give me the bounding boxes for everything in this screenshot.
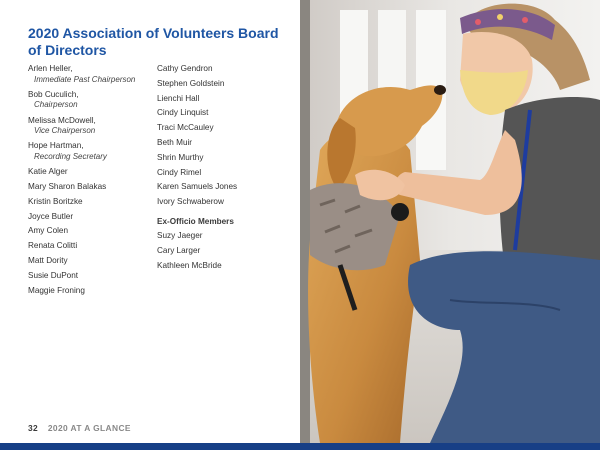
page-footer — [28, 423, 131, 433]
board-list-column-2 — [157, 64, 297, 276]
page-number: 32 — [28, 423, 39, 433]
member-name: Amy Colen — [28, 226, 69, 236]
member-name: Bob Cuculich, — [28, 89, 79, 99]
member-name: Stephen Goldstein — [157, 78, 225, 88]
member-name: Cary Larger — [157, 246, 201, 256]
headband-dot — [475, 19, 481, 25]
headband-dot — [522, 17, 528, 23]
bottom-brand-bar — [0, 443, 600, 450]
member-role: Vice Chairperson — [34, 126, 96, 136]
board-member — [28, 286, 153, 296]
member-name: Katie Alger — [28, 167, 68, 177]
board-member — [157, 197, 297, 207]
board-member — [157, 79, 297, 89]
member-name: Cindy Rimel — [157, 167, 202, 177]
board-member — [28, 116, 153, 137]
member-name: Beth Muir — [157, 137, 193, 147]
ex-officio-member — [157, 246, 297, 256]
board-member — [28, 182, 153, 192]
member-name: Susie DuPont — [28, 270, 79, 280]
left-edge-shadow — [300, 0, 310, 443]
headband-dot — [497, 14, 503, 20]
board-member — [28, 226, 153, 236]
member-name: Maggie Froning — [28, 285, 85, 295]
member-name: Cindy Linquist — [157, 108, 209, 118]
smartwatch — [391, 203, 409, 221]
board-member — [28, 141, 153, 162]
member-name: Arlen Heller, — [28, 64, 73, 73]
member-name: Shrin Murthy — [157, 152, 204, 162]
member-name: Kathleen McBride — [157, 261, 222, 271]
member-name: Hope Hartman, — [28, 141, 84, 151]
member-name: Traci McCauley — [157, 123, 214, 133]
board-member — [157, 153, 297, 163]
member-name: Karen Samuels Jones — [157, 182, 238, 192]
member-name: Joyce Butler — [28, 211, 74, 221]
board-member — [157, 182, 297, 192]
board-member — [28, 167, 153, 177]
text-column — [0, 0, 300, 443]
board-member — [28, 241, 153, 251]
footer-label: 2020 AT A GLANCE — [47, 423, 131, 433]
board-member — [28, 64, 153, 85]
ex-officio-heading: Ex-Officio Members — [157, 216, 234, 226]
ex-officio-member — [157, 261, 297, 271]
member-name: Melissa McDowell, — [28, 115, 96, 125]
board-list-column-1 — [28, 64, 153, 300]
board-member — [28, 197, 153, 207]
board-member — [157, 138, 297, 148]
dog-nose — [434, 85, 446, 95]
board-member — [28, 212, 153, 222]
board-member — [157, 108, 297, 118]
board-member — [157, 64, 297, 74]
member-role: Recording Secretary — [34, 151, 107, 161]
member-role: Immediate Past Chairperson — [34, 74, 136, 84]
member-name: Cathy Gendron — [157, 64, 213, 73]
photo-illustration — [300, 0, 600, 443]
member-name: Suzy Jaeger — [157, 231, 203, 241]
member-name: Lienchi Hall — [157, 93, 200, 103]
volunteer-dog-photo — [300, 0, 600, 443]
member-name: Renata Colitti — [28, 241, 78, 251]
board-member — [157, 123, 297, 133]
ex-officio-member — [157, 231, 297, 241]
member-name: Matt Dority — [28, 255, 68, 265]
board-member — [28, 256, 153, 266]
board-member — [157, 168, 297, 178]
member-name: Ivory Schwaberow — [157, 197, 224, 207]
member-role: Chairperson — [34, 100, 78, 110]
member-name: Mary Sharon Balakas — [28, 181, 107, 191]
page-title: 2020 Association of Volunteers Board of Directors — [28, 25, 279, 58]
board-member — [28, 90, 153, 111]
member-name: Kristin Boritzke — [28, 196, 83, 206]
board-member — [157, 94, 297, 104]
board-member — [28, 271, 153, 281]
